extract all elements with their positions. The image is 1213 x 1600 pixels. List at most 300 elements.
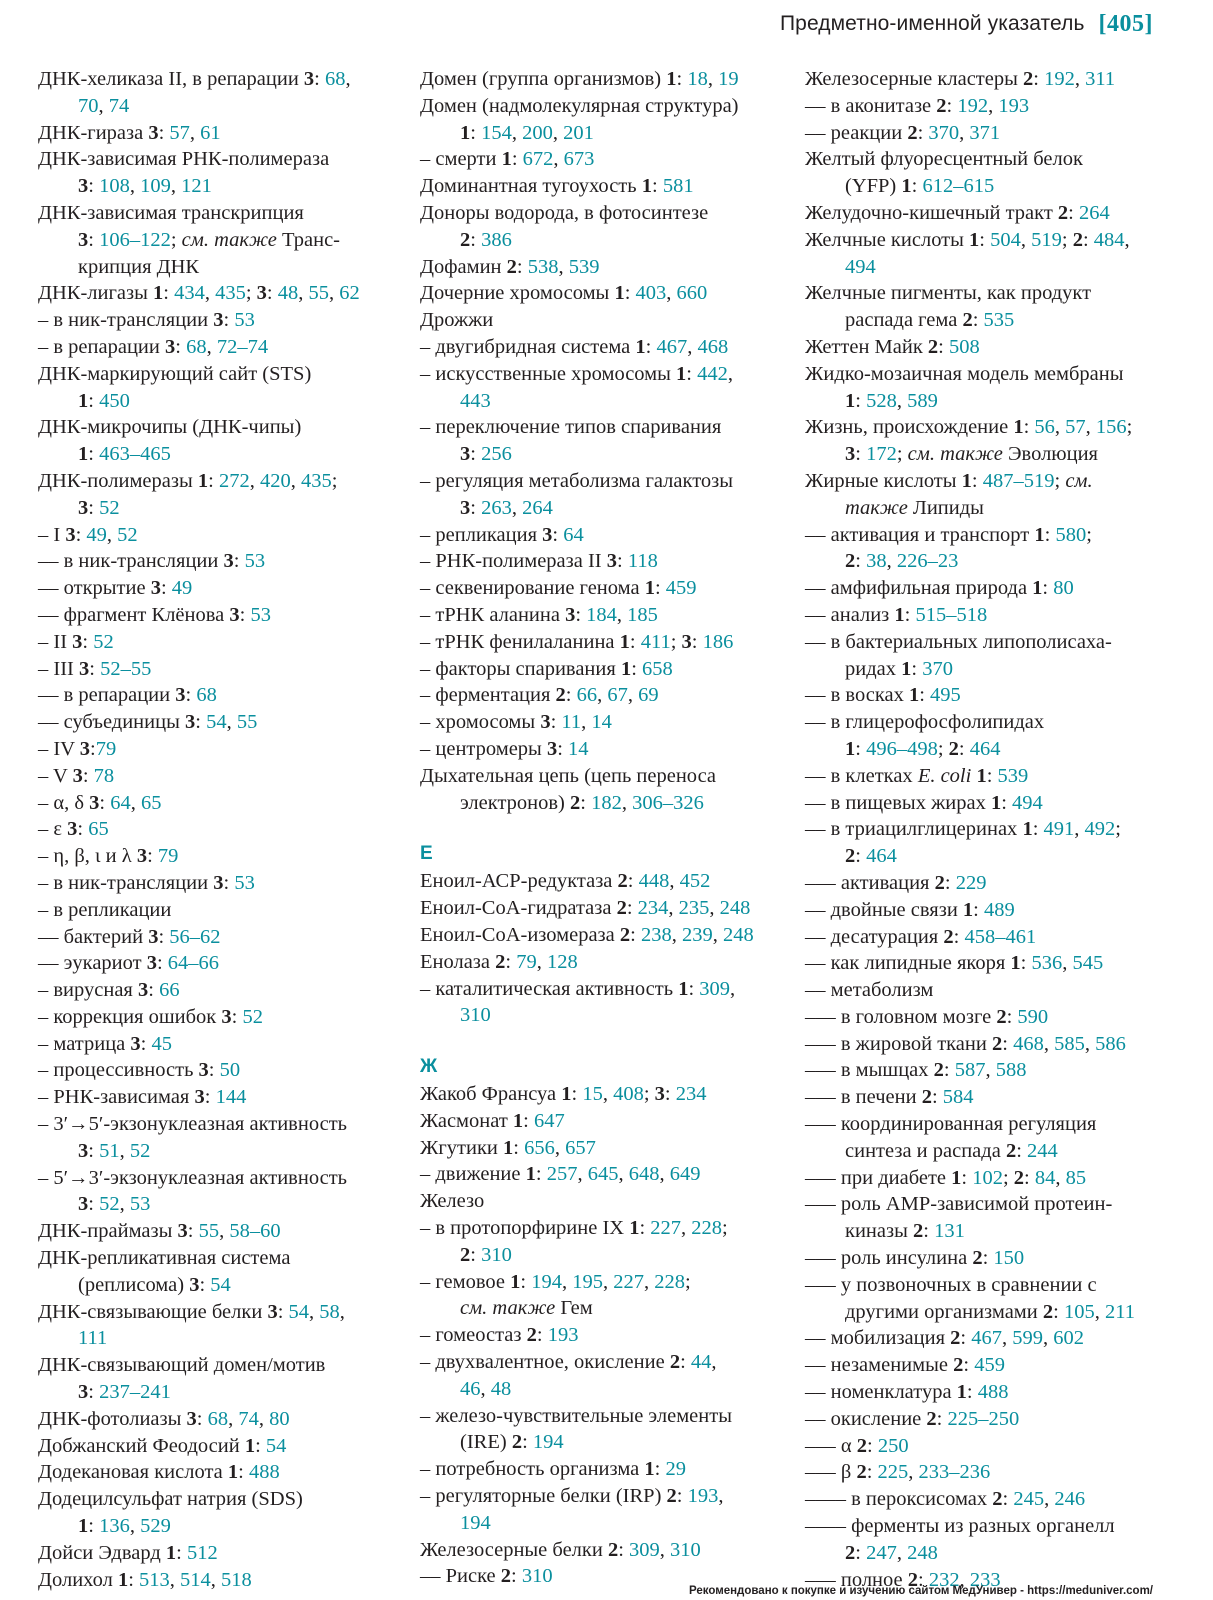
page-ref-link[interactable]: 420 bbox=[259, 469, 291, 492]
page-ref-link[interactable]: 49 bbox=[86, 523, 107, 546]
volume-number: 3 bbox=[148, 121, 159, 144]
page-ref-link[interactable]: 386 bbox=[481, 228, 512, 251]
index-entry bbox=[38, 1486, 410, 1513]
page-ref-link[interactable]: 14 bbox=[591, 711, 612, 734]
volume-number: 3 bbox=[67, 818, 78, 841]
page-ref-link[interactable]: 590 bbox=[1017, 1005, 1049, 1028]
page-ref-link[interactable]: 182 bbox=[591, 791, 622, 814]
entry-text: ––– координированная регуляция bbox=[805, 1113, 1097, 1136]
page-ref-link[interactable]: 647 bbox=[533, 1109, 565, 1132]
page-ref-link[interactable]: 658 bbox=[642, 657, 673, 680]
entry-text: : bbox=[676, 1485, 688, 1508]
entry-text: – факторы спаривания bbox=[420, 657, 621, 680]
page-ref-link[interactable]: 235 bbox=[678, 897, 710, 920]
page-ref-link[interactable]: 57 bbox=[169, 121, 190, 144]
entry-text: – тРНК аланина bbox=[420, 603, 566, 626]
page-ref-link[interactable]: 452 bbox=[679, 870, 711, 893]
entry-text: : bbox=[1023, 416, 1035, 439]
page-ref-link[interactable]: 48 bbox=[277, 282, 299, 305]
entry-text: , bbox=[130, 791, 141, 814]
page-ref-link[interactable]: 649 bbox=[669, 1163, 701, 1186]
page-ref-link[interactable]: 14 bbox=[568, 737, 589, 760]
index-entry bbox=[420, 1537, 792, 1564]
entry-text: : bbox=[148, 979, 160, 1002]
page-ref-link[interactable]: 172 bbox=[866, 443, 897, 466]
page-ref-link[interactable]: 55 bbox=[198, 1220, 220, 1243]
entry-text: –– Риске bbox=[420, 1565, 501, 1588]
page-ref-link[interactable]: 65 bbox=[88, 818, 109, 841]
entry-text: : bbox=[571, 1083, 583, 1106]
page-ref-link[interactable]: 54 bbox=[206, 711, 227, 734]
page-ref-link[interactable]: 450 bbox=[99, 389, 130, 412]
page-ref-link[interactable]: 584 bbox=[942, 1086, 974, 1109]
page-ref-link[interactable]: 656 bbox=[524, 1136, 555, 1159]
page-ref-link[interactable]: 464 bbox=[866, 845, 897, 868]
entry-text: , bbox=[712, 923, 723, 946]
entry-text: : bbox=[187, 1220, 199, 1243]
page-ref-link[interactable]: 529 bbox=[140, 1515, 171, 1538]
page-ref-link[interactable]: 227 bbox=[650, 1217, 682, 1240]
entry-text: : bbox=[88, 1139, 100, 1162]
page-ref-link[interactable]: 64 bbox=[563, 523, 584, 546]
entry-text: : bbox=[156, 952, 168, 975]
page-ref-link[interactable]: 514 bbox=[180, 1568, 211, 1591]
page-ref-link[interactable]: 18 bbox=[687, 68, 708, 90]
page-ref-link[interactable]: 53 bbox=[244, 550, 266, 573]
page-ref-link[interactable]: 487–519 bbox=[982, 469, 1055, 492]
volume-number: 1 bbox=[619, 630, 630, 653]
page-ref-link[interactable]: 496–498 bbox=[866, 737, 938, 760]
volume-number: 3 bbox=[221, 1005, 232, 1028]
volume-number: 1 bbox=[512, 1109, 524, 1132]
entry-text: : bbox=[664, 1083, 676, 1106]
page-ref-link[interactable]: 248 bbox=[719, 897, 751, 920]
page-ref-link[interactable]: 193 bbox=[547, 1324, 579, 1347]
page-ref-link[interactable]: 109 bbox=[140, 175, 171, 198]
page-ref-link[interactable]: 80 bbox=[1053, 577, 1074, 600]
page-ref-link[interactable]: 581 bbox=[662, 175, 694, 198]
volume-number: 1 bbox=[117, 1568, 129, 1591]
entry-text: : bbox=[99, 791, 111, 814]
page-ref-link[interactable]: 233–236 bbox=[918, 1461, 991, 1484]
page-ref-link[interactable]: 518 bbox=[221, 1568, 252, 1591]
page-ref-link[interactable]: 448 bbox=[638, 870, 670, 893]
page-ref-link[interactable]: 201 bbox=[563, 121, 594, 144]
page-ref-link[interactable]: 599 bbox=[1012, 1327, 1043, 1350]
volume-number: 1 bbox=[894, 603, 905, 626]
index-entry-continuation bbox=[38, 1138, 410, 1165]
entry-text: ; bbox=[245, 282, 257, 305]
page-ref-link[interactable]: 660 bbox=[676, 282, 708, 305]
index-entry bbox=[420, 93, 792, 120]
page-ref-link[interactable]: 248 bbox=[907, 1541, 938, 1564]
page-ref-link[interactable]: 238 bbox=[640, 923, 672, 946]
page-ref-link[interactable]: 54 bbox=[210, 1273, 231, 1296]
entry-text: – регуляторные белки (IRP) bbox=[420, 1485, 667, 1508]
page-ref-link[interactable]: 310 bbox=[521, 1565, 553, 1588]
page-ref-link[interactable]: 232 bbox=[928, 1568, 960, 1591]
page-ref-link[interactable]: 225 bbox=[877, 1461, 909, 1484]
page-ref-link[interactable]: 11 bbox=[561, 711, 582, 734]
index-entry-continuation bbox=[805, 1218, 1177, 1245]
page-ref-link[interactable]: 67 bbox=[607, 684, 628, 707]
page-ref-link[interactable]: 310 bbox=[481, 1243, 512, 1266]
volume-number: 3 bbox=[540, 711, 551, 734]
entry-text: ДНК-репликативная система bbox=[38, 1247, 291, 1270]
page-ref-link[interactable]: 587 bbox=[954, 1059, 986, 1082]
page-ref-link[interactable]: 65 bbox=[140, 791, 162, 814]
page-ref-link[interactable]: 226–23 bbox=[896, 550, 959, 573]
volume-number: 1 bbox=[510, 1270, 521, 1293]
page-ref-link[interactable]: 58–60 bbox=[229, 1220, 281, 1243]
page-ref-link[interactable]: 111 bbox=[78, 1327, 108, 1350]
page-ref-link[interactable]: 68 bbox=[207, 1407, 229, 1430]
entry-text: Дочерние хромосомы bbox=[420, 282, 615, 305]
page-ref-link[interactable]: 50 bbox=[219, 1059, 241, 1082]
page-ref-link[interactable]: 657 bbox=[565, 1136, 596, 1159]
entry-text: : bbox=[128, 1568, 140, 1591]
page-ref-link[interactable]: 256 bbox=[481, 443, 512, 466]
entry-text: Жирные кислоты bbox=[805, 469, 962, 492]
entry-text: : bbox=[654, 577, 666, 600]
index-entry bbox=[420, 575, 792, 602]
page-ref-link[interactable]: 586 bbox=[1095, 1032, 1126, 1055]
page-ref-link[interactable]: 233 bbox=[969, 1568, 1001, 1591]
page-ref-link[interactable]: 53 bbox=[250, 603, 271, 626]
page-ref-link[interactable]: 52 bbox=[99, 496, 120, 519]
page-ref-link[interactable]: 192 bbox=[957, 94, 989, 117]
page-ref-link[interactable]: 612–615 bbox=[922, 175, 995, 198]
page-ref-link[interactable]: 585 bbox=[1054, 1032, 1085, 1055]
page-ref-link[interactable]: 61 bbox=[200, 121, 221, 144]
entry-text: Гем bbox=[555, 1297, 593, 1320]
page-ref-link[interactable]: 672 bbox=[522, 148, 554, 171]
index-entry bbox=[38, 1540, 410, 1567]
entry-text: : bbox=[552, 523, 564, 546]
page-ref-link[interactable]: 370 bbox=[928, 121, 960, 144]
page-ref-link[interactable]: 264 bbox=[522, 496, 553, 519]
page-ref-link[interactable]: 128 bbox=[546, 950, 578, 973]
page-ref-link[interactable]: 515–518 bbox=[915, 603, 988, 626]
page-ref-link[interactable]: 54 bbox=[265, 1434, 287, 1457]
entry-text: – 5′→3′-экзонуклеазная активность bbox=[38, 1166, 348, 1189]
page-ref-link[interactable]: 44 bbox=[690, 1351, 712, 1374]
page-ref-link[interactable]: 52 bbox=[93, 630, 114, 653]
page-ref-link[interactable]: 228 bbox=[654, 1270, 685, 1293]
entry-text: : bbox=[536, 1324, 548, 1347]
page-ref-link[interactable]: 234 bbox=[675, 1083, 707, 1106]
page-ref-link[interactable]: 80 bbox=[269, 1407, 290, 1430]
page-ref-link[interactable]: 589 bbox=[907, 389, 938, 412]
page-ref-link[interactable]: 467 bbox=[656, 335, 688, 358]
page-ref-link[interactable]: 434 bbox=[174, 282, 205, 305]
page-ref-link[interactable]: 310 bbox=[670, 1538, 701, 1561]
page-ref-link[interactable]: 408 bbox=[613, 1083, 644, 1106]
page-ref-link[interactable]: 458–461 bbox=[964, 925, 1037, 948]
page-ref-link[interactable]: 68 bbox=[196, 684, 217, 707]
page-ref-link[interactable]: 64–66 bbox=[167, 952, 220, 975]
entry-text: : bbox=[966, 1381, 978, 1404]
page-ref-link[interactable]: 247 bbox=[866, 1541, 897, 1564]
page-ref-link[interactable]: 64 bbox=[110, 791, 131, 814]
volume-number: 1 bbox=[908, 684, 920, 707]
page-ref-link[interactable]: 494 bbox=[1012, 791, 1043, 814]
page-ref-link[interactable]: 66 bbox=[576, 684, 598, 707]
page-ref-link[interactable]: 539 bbox=[568, 255, 600, 278]
index-entry bbox=[805, 468, 1177, 495]
entry-text: Долихол bbox=[38, 1568, 118, 1591]
page-ref-link[interactable]: 56 bbox=[1034, 416, 1055, 439]
page-ref-link[interactable]: 508 bbox=[949, 335, 980, 358]
page-ref-link[interactable]: 185 bbox=[627, 603, 658, 626]
page-ref-link[interactable]: 310 bbox=[460, 1004, 491, 1027]
page-ref-link[interactable]: 136 bbox=[99, 1515, 130, 1538]
page-ref-link[interactable]: 52 bbox=[117, 523, 138, 546]
page-ref-link[interactable]: 79 bbox=[95, 737, 117, 760]
page-ref-link[interactable]: 239 bbox=[681, 923, 713, 946]
page-ref-link[interactable]: 58 bbox=[319, 1300, 340, 1323]
page-ref-link[interactable]: 234 bbox=[637, 897, 669, 920]
page-ref-link[interactable]: 229 bbox=[955, 871, 987, 894]
index-entry bbox=[805, 629, 1177, 656]
page-ref-link[interactable]: 56–62 bbox=[169, 925, 221, 948]
entry-text: ––– роль AMP-зависимой протеин- bbox=[805, 1193, 1113, 1216]
page-ref-link[interactable]: 468 bbox=[1013, 1032, 1044, 1055]
page-ref-link[interactable]: 467 bbox=[971, 1327, 1002, 1350]
entry-text: , bbox=[643, 1270, 655, 1293]
page-ref-link[interactable]: 70 bbox=[78, 94, 99, 117]
page-ref-link[interactable]: 108 bbox=[99, 175, 130, 198]
page-ref-link[interactable]: 156 bbox=[1095, 416, 1127, 439]
entry-text: ––– в мышцах bbox=[805, 1059, 934, 1082]
page-ref-link[interactable]: 154 bbox=[481, 121, 512, 144]
page-ref-link[interactable]: 48 bbox=[490, 1377, 512, 1400]
page-ref-link[interactable]: 250 bbox=[877, 1434, 909, 1457]
page-ref-link[interactable]: 411 bbox=[640, 630, 671, 653]
index-entry bbox=[805, 200, 1177, 227]
page-ref-link[interactable]: 539 bbox=[997, 764, 1029, 787]
index-entry bbox=[420, 173, 792, 200]
page-ref-link[interactable]: 78 bbox=[93, 764, 115, 787]
page-ref-link[interactable]: 62 bbox=[339, 282, 360, 305]
page-ref-link[interactable]: 74 bbox=[238, 1407, 259, 1430]
index-entry bbox=[420, 868, 792, 895]
page-ref-link[interactable]: 184 bbox=[586, 603, 617, 626]
page-ref-link[interactable]: 264 bbox=[1079, 201, 1110, 224]
page-ref-link[interactable]: 306–326 bbox=[632, 791, 704, 814]
index-entry bbox=[420, 682, 792, 709]
page-ref-link[interactable]: 309 bbox=[699, 977, 731, 1000]
page-ref-link[interactable]: 580 bbox=[1055, 523, 1087, 546]
page-ref-link[interactable]: 228 bbox=[691, 1217, 723, 1240]
page-ref-link[interactable]: 513 bbox=[139, 1568, 170, 1591]
page-ref-link[interactable]: 495 bbox=[930, 684, 961, 707]
page-ref-link[interactable]: 227 bbox=[613, 1270, 644, 1293]
page-ref-link[interactable]: 150 bbox=[993, 1247, 1025, 1270]
page-ref-link[interactable]: 588 bbox=[995, 1059, 1027, 1082]
page-ref-link[interactable]: 53 bbox=[129, 1193, 151, 1216]
page-ref-link[interactable]: 468 bbox=[697, 335, 729, 358]
page-ref-link[interactable]: 66 bbox=[159, 979, 180, 1002]
page-ref-link[interactable]: 79 bbox=[516, 950, 537, 973]
page-ref-link[interactable]: 403 bbox=[635, 282, 667, 305]
index-entry bbox=[38, 1459, 410, 1486]
page-ref-link[interactable]: 442 bbox=[697, 362, 728, 385]
page-ref-link[interactable]: 69 bbox=[638, 684, 659, 707]
page-ref-link[interactable]: 68 bbox=[186, 335, 207, 358]
page-ref-link[interactable]: 51 bbox=[99, 1139, 120, 1162]
volume-number: 3 bbox=[137, 979, 149, 1002]
entry-text: – движение bbox=[420, 1163, 526, 1186]
page-ref-link[interactable]: 192 bbox=[1044, 68, 1075, 90]
page-ref-link[interactable]: 68 bbox=[325, 68, 346, 90]
page-ref-link[interactable]: 494 bbox=[845, 255, 876, 278]
page-ref-link[interactable]: 443 bbox=[460, 389, 491, 412]
page-ref-link[interactable]: 519 bbox=[1031, 228, 1062, 251]
page-ref-link[interactable]: 53 bbox=[234, 309, 255, 332]
page-ref-link[interactable]: 195 bbox=[572, 1270, 603, 1293]
volume-number: 2 bbox=[555, 684, 566, 707]
page-ref-link[interactable]: 545 bbox=[1072, 952, 1104, 975]
page-ref-link[interactable]: 52 bbox=[99, 1193, 120, 1216]
page-ref-link[interactable]: 106–122 bbox=[99, 228, 171, 251]
page-ref-link[interactable]: 84 bbox=[1034, 1166, 1056, 1189]
page-ref-link[interactable]: 263 bbox=[481, 496, 512, 519]
page-ref-link[interactable]: 79 bbox=[157, 845, 179, 868]
volume-number: 1 bbox=[961, 469, 972, 492]
page-ref-link[interactable]: 57 bbox=[1065, 416, 1086, 439]
page-ref-link[interactable]: 237–241 bbox=[99, 1381, 171, 1404]
entry-text: , bbox=[1001, 1327, 1013, 1350]
entry-text: : bbox=[88, 228, 100, 251]
page-ref-link[interactable]: 435 bbox=[215, 282, 246, 305]
page-ref-link[interactable]: 49 bbox=[171, 577, 193, 600]
page-ref-link[interactable]: 131 bbox=[934, 1220, 965, 1243]
page-ref-link[interactable]: 46 bbox=[460, 1377, 481, 1400]
entry-text: : bbox=[204, 1086, 216, 1109]
page-ref-link[interactable]: 45 bbox=[151, 1032, 172, 1055]
page-ref-link[interactable]: 186 bbox=[702, 630, 734, 653]
page-ref-link[interactable]: 54 bbox=[288, 1300, 310, 1323]
index-entry bbox=[805, 1513, 1177, 1540]
page-ref-link[interactable]: 491 bbox=[1043, 818, 1075, 841]
page-ref-link[interactable]: 194 bbox=[531, 1270, 562, 1293]
page-ref-link[interactable]: 463–465 bbox=[99, 443, 171, 466]
page-ref-link[interactable]: 370 bbox=[922, 657, 953, 680]
entry-text: , bbox=[1020, 228, 1032, 251]
page-ref-link[interactable]: 492 bbox=[1084, 818, 1116, 841]
page-ref-link[interactable]: 645 bbox=[587, 1163, 619, 1186]
page-ref-link[interactable]: 246 bbox=[1054, 1488, 1086, 1511]
entry-text: синтеза и распада bbox=[845, 1139, 1006, 1162]
index-entry bbox=[38, 709, 410, 736]
entry-text: Эволюция bbox=[1002, 443, 1098, 466]
index-entry bbox=[420, 1081, 792, 1108]
entry-text: Домен (группа организмов) bbox=[420, 68, 667, 90]
page-ref-link[interactable]: 489 bbox=[984, 898, 1015, 921]
page-ref-link[interactable]: 673 bbox=[563, 148, 595, 171]
page-ref-link[interactable]: 19 bbox=[718, 68, 739, 90]
entry-text: ДНК-зависимая транскрипция bbox=[38, 201, 304, 224]
page-ref-link[interactable]: 257 bbox=[546, 1163, 578, 1186]
volume-number: 2 bbox=[845, 1541, 856, 1564]
page-ref-link[interactable]: 528 bbox=[866, 389, 897, 412]
page-ref-link[interactable]: 536 bbox=[1031, 952, 1063, 975]
page-ref-link[interactable]: 38 bbox=[866, 550, 887, 573]
page-ref-link[interactable]: 52 bbox=[242, 1005, 263, 1028]
page-ref-link[interactable]: 488 bbox=[248, 1461, 280, 1484]
page-ref-link[interactable]: 245 bbox=[1013, 1488, 1045, 1511]
page-ref-link[interactable]: 193 bbox=[998, 94, 1030, 117]
page-ref-link[interactable]: 512 bbox=[186, 1541, 218, 1564]
page-ref-link[interactable]: 74 bbox=[108, 94, 130, 117]
index-entry bbox=[805, 227, 1177, 254]
page-number: [405] bbox=[1098, 10, 1153, 37]
entry-text: ; bbox=[1061, 228, 1073, 251]
page-ref-link[interactable]: 648 bbox=[628, 1163, 660, 1186]
index-entry bbox=[805, 361, 1177, 388]
volume-number: 3 bbox=[78, 228, 89, 251]
page-ref-link[interactable]: 602 bbox=[1053, 1327, 1084, 1350]
page-ref-link[interactable]: 55 bbox=[236, 711, 258, 734]
page-ref-link[interactable]: 538 bbox=[527, 255, 559, 278]
page-ref-link[interactable]: 85 bbox=[1065, 1166, 1087, 1189]
page-ref-link[interactable]: 144 bbox=[215, 1086, 247, 1109]
page-ref-link[interactable]: 484 bbox=[1093, 228, 1125, 251]
page-ref-link[interactable]: 102 bbox=[972, 1166, 1003, 1189]
page-ref-link[interactable]: 435 bbox=[300, 469, 332, 492]
page-ref-link[interactable]: 194 bbox=[532, 1431, 564, 1454]
volume-number: 1 bbox=[78, 1515, 89, 1538]
page-ref-link[interactable]: 211 bbox=[1104, 1300, 1135, 1323]
page-ref-link[interactable]: 272 bbox=[218, 469, 250, 492]
entry-text: : bbox=[255, 1434, 266, 1457]
page-ref-link[interactable]: 53 bbox=[234, 871, 255, 894]
page-ref-link[interactable]: 52–55 bbox=[100, 657, 152, 680]
page-ref-link[interactable]: 29 bbox=[665, 1458, 686, 1481]
page-ref-link[interactable]: 371 bbox=[969, 121, 1001, 144]
page-ref-link[interactable]: 535 bbox=[983, 309, 1015, 332]
volume-number: 1 bbox=[165, 1541, 177, 1564]
page-ref-link[interactable]: 309 bbox=[629, 1538, 660, 1561]
page-ref-link[interactable]: 225–250 bbox=[947, 1407, 1020, 1430]
page-ref-link[interactable]: 244 bbox=[1027, 1139, 1058, 1162]
entry-text: – ε bbox=[38, 818, 68, 841]
entry-text: : bbox=[639, 1217, 651, 1240]
page-ref-link[interactable]: 311 bbox=[1085, 68, 1116, 90]
page-ref-link[interactable]: 121 bbox=[181, 175, 212, 198]
page-ref-link[interactable]: 105 bbox=[1063, 1300, 1095, 1323]
page-ref-link[interactable]: 194 bbox=[460, 1511, 491, 1534]
page-ref-link[interactable]: 488 bbox=[977, 1381, 1009, 1404]
page-ref-link[interactable]: 200 bbox=[522, 121, 553, 144]
page-ref-link[interactable]: 15 bbox=[582, 1083, 603, 1106]
page-ref-link[interactable]: 193 bbox=[687, 1485, 719, 1508]
page-ref-link[interactable]: 72–74 bbox=[216, 335, 269, 358]
page-ref-link[interactable]: 52 bbox=[129, 1139, 151, 1162]
volume-number: 3 bbox=[78, 1139, 89, 1162]
page-ref-link[interactable]: 464 bbox=[969, 737, 1001, 760]
page-ref-link[interactable]: 459 bbox=[974, 1354, 1005, 1377]
page-ref-link[interactable]: 55 bbox=[308, 282, 329, 305]
page-ref-link[interactable]: 118 bbox=[627, 550, 658, 573]
page-ref-link[interactable]: 248 bbox=[722, 923, 754, 946]
index-entry-continuation bbox=[805, 388, 1177, 415]
page-ref-link[interactable]: 504 bbox=[990, 228, 1021, 251]
entry-text: : bbox=[88, 1515, 100, 1538]
entry-text: Еноил-АСР-редуктаза bbox=[420, 870, 618, 893]
page-ref-link[interactable]: 459 bbox=[665, 577, 697, 600]
